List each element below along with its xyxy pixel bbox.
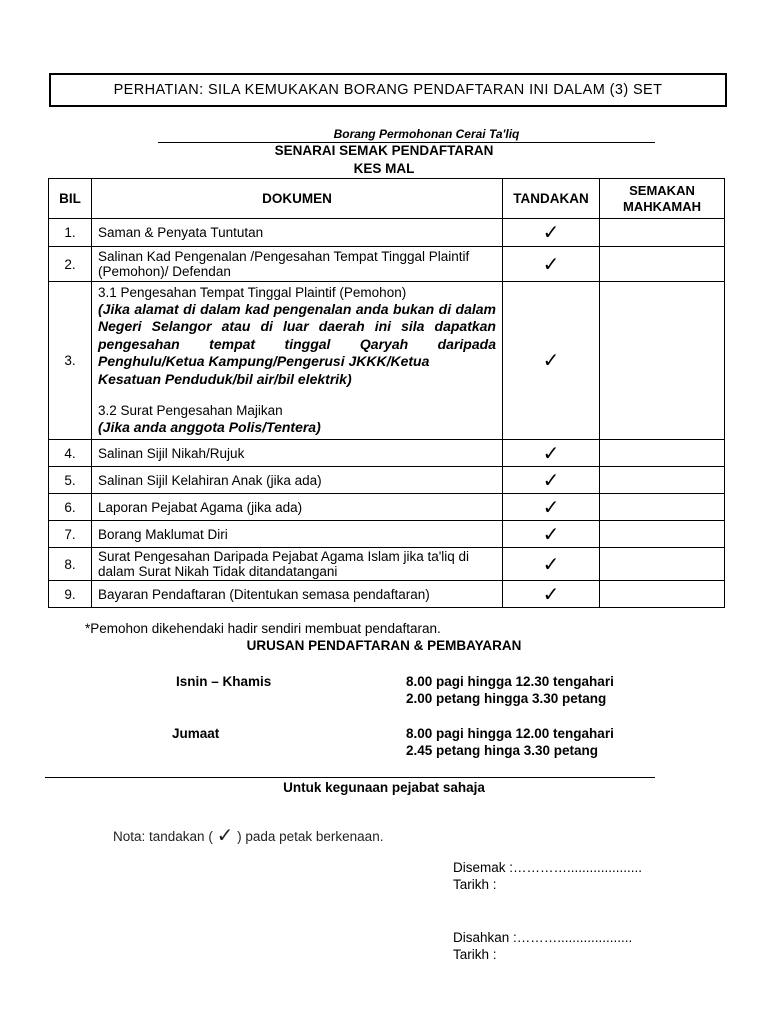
schedule-time-afternoon: 2.00 petang hingga 3.30 petang (406, 691, 607, 706)
row-document: Salinan Kad Pengenalan /Pengesahan Tempat Tinggal Plaintif (Pemohon)/ Defendan (92, 247, 503, 282)
row-document: Salinan Sijil Nikah/Rujuk (92, 440, 503, 467)
nota-text-before: Nota: tandakan ( (113, 829, 217, 844)
item-3-1: 3.1 Pengesahan Tempat Tinggal Plaintif (Pemohon) (98, 284, 407, 300)
schedule-time-morning: 8.00 pagi hingga 12.00 tengahari (406, 726, 614, 741)
row-number: 8. (49, 548, 92, 581)
table-row (49, 247, 725, 282)
date-field[interactable]: Tarikh : (453, 947, 497, 962)
tick-cell[interactable] (503, 548, 600, 581)
tick-cell[interactable] (503, 494, 600, 521)
check-icon: ✓ (542, 583, 560, 606)
table-row (49, 467, 725, 494)
row-document: Bayaran Pendaftaran (Ditentukan semasa pendaftaran) (92, 581, 503, 608)
case-type-title: KES MAL (353, 161, 415, 176)
row-number: 7. (49, 521, 92, 548)
court-check-cell[interactable] (600, 521, 725, 548)
court-check-cell[interactable] (600, 440, 725, 467)
table-row (49, 548, 725, 581)
row-document: Saman & Penyata Tuntutan (92, 219, 503, 247)
row-document: Laporan Pejabat Agama (jika ada) (92, 494, 503, 521)
schedule-title: URUSAN PENDAFTARAN & PEMBAYARAN (246, 638, 522, 653)
row-document: Surat Pengesahan Daripada Pejabat Agama Islam jika ta'liq di dalam Surat Nikah Tidak ditandatangani (92, 548, 503, 581)
header-dokumen: DOKUMEN (92, 179, 503, 219)
header-tandakan: TANDAKAN (503, 179, 600, 219)
schedule-time-afternoon: 2.45 petang hinga 3.30 petang (406, 743, 599, 758)
tick-cell[interactable] (503, 521, 600, 548)
checklist-title: SENARAI SEMAK PENDAFTARAN (274, 143, 494, 158)
form-name (158, 124, 655, 143)
table-row (49, 219, 725, 247)
check-icon: ✓ (542, 469, 560, 492)
court-check-cell[interactable] (600, 282, 725, 440)
row-number: 2. (49, 247, 92, 282)
approved-by-field[interactable]: Disahkan :……….................... (453, 930, 633, 945)
row-number: 1. (49, 219, 92, 247)
row-number: 4. (49, 440, 92, 467)
court-check-cell[interactable] (600, 247, 725, 282)
item-3-2-note: (Jika anda anggota Polis/Tentera) (98, 419, 321, 435)
check-icon: ✓ (542, 350, 560, 372)
nota-text-after: ) pada petak berkenaan. (233, 829, 384, 844)
table-row (49, 521, 725, 548)
table-row (49, 494, 725, 521)
schedule-time-morning: 8.00 pagi hingga 12.30 tengahari (406, 674, 614, 689)
header-semakan: SEMAKAN MAHKAMAH (600, 179, 725, 219)
check-icon: ✓ (542, 222, 560, 244)
check-icon: ✓ (542, 523, 560, 546)
row-number: 5. (49, 467, 92, 494)
tick-cell[interactable] (503, 247, 600, 282)
item-3-1-note: (Jika alamat di dalam kad pengenalan anda bukan di dalam Negeri Selangor atau di luar daerah ini sila dapatkan pengesahan tempat tinggal Qaryah daripada Penghulu/Ketua Kampung/Pengerusi JKKK/Ketua (98, 300, 496, 369)
tick-cell[interactable] (503, 467, 600, 494)
court-check-cell[interactable] (600, 467, 725, 494)
attention-banner: PERHATIAN: SILA KEMUKAKAN BORANG PENDAFTARAN INI DALAM (3) SET (49, 73, 727, 107)
check-icon: ✓ (542, 553, 560, 576)
item-3-2: 3.2 Surat Pengesahan Majikan (98, 403, 283, 418)
check-icon: ✓ (542, 496, 560, 519)
table-row (49, 440, 725, 467)
row-document: Salinan Sijil Kelahiran Anak (jika ada) (92, 467, 503, 494)
table-row (49, 581, 725, 608)
court-check-cell[interactable] (600, 219, 725, 247)
form-name-text: Borang Permohonan Cerai Ta'liq (333, 127, 520, 141)
row-document (92, 282, 503, 440)
check-icon: ✓ (542, 253, 560, 276)
table-row (49, 282, 725, 440)
row-number: 9. (49, 581, 92, 608)
divider (45, 777, 655, 778)
row-document: Borang Maklumat Diri (92, 521, 503, 548)
row-number: 6. (49, 494, 92, 521)
tick-instruction (113, 822, 383, 847)
check-icon: ✓ (542, 442, 560, 465)
item-3-1-note-end: Kesatuan Penduduk/bil air/bil elektrik) (98, 370, 352, 387)
tick-cell[interactable] (503, 440, 600, 467)
court-check-cell[interactable] (600, 581, 725, 608)
tick-cell[interactable] (503, 581, 600, 608)
court-check-cell[interactable] (600, 494, 725, 521)
row-number: 3. (49, 282, 92, 440)
check-icon: ✓ (216, 825, 234, 847)
tick-cell[interactable] (503, 282, 600, 440)
schedule-days-mon-thu: Isnin – Khamis (176, 674, 272, 689)
table-header-row (49, 179, 725, 219)
attendance-note: *Pemohon dikehendaki hadir sendiri membuat pendaftaran. (85, 621, 441, 636)
checklist-table (48, 178, 725, 608)
checked-by-field[interactable]: Disemak :………….................... (453, 860, 643, 875)
schedule-days-friday: Jumaat (172, 726, 220, 741)
office-use-title: Untuk kegunaan pejabat sahaja (283, 780, 485, 795)
court-check-cell[interactable] (600, 548, 725, 581)
tick-cell[interactable] (503, 219, 600, 247)
header-bil: BIL (49, 179, 92, 219)
date-field[interactable]: Tarikh : (453, 877, 497, 892)
